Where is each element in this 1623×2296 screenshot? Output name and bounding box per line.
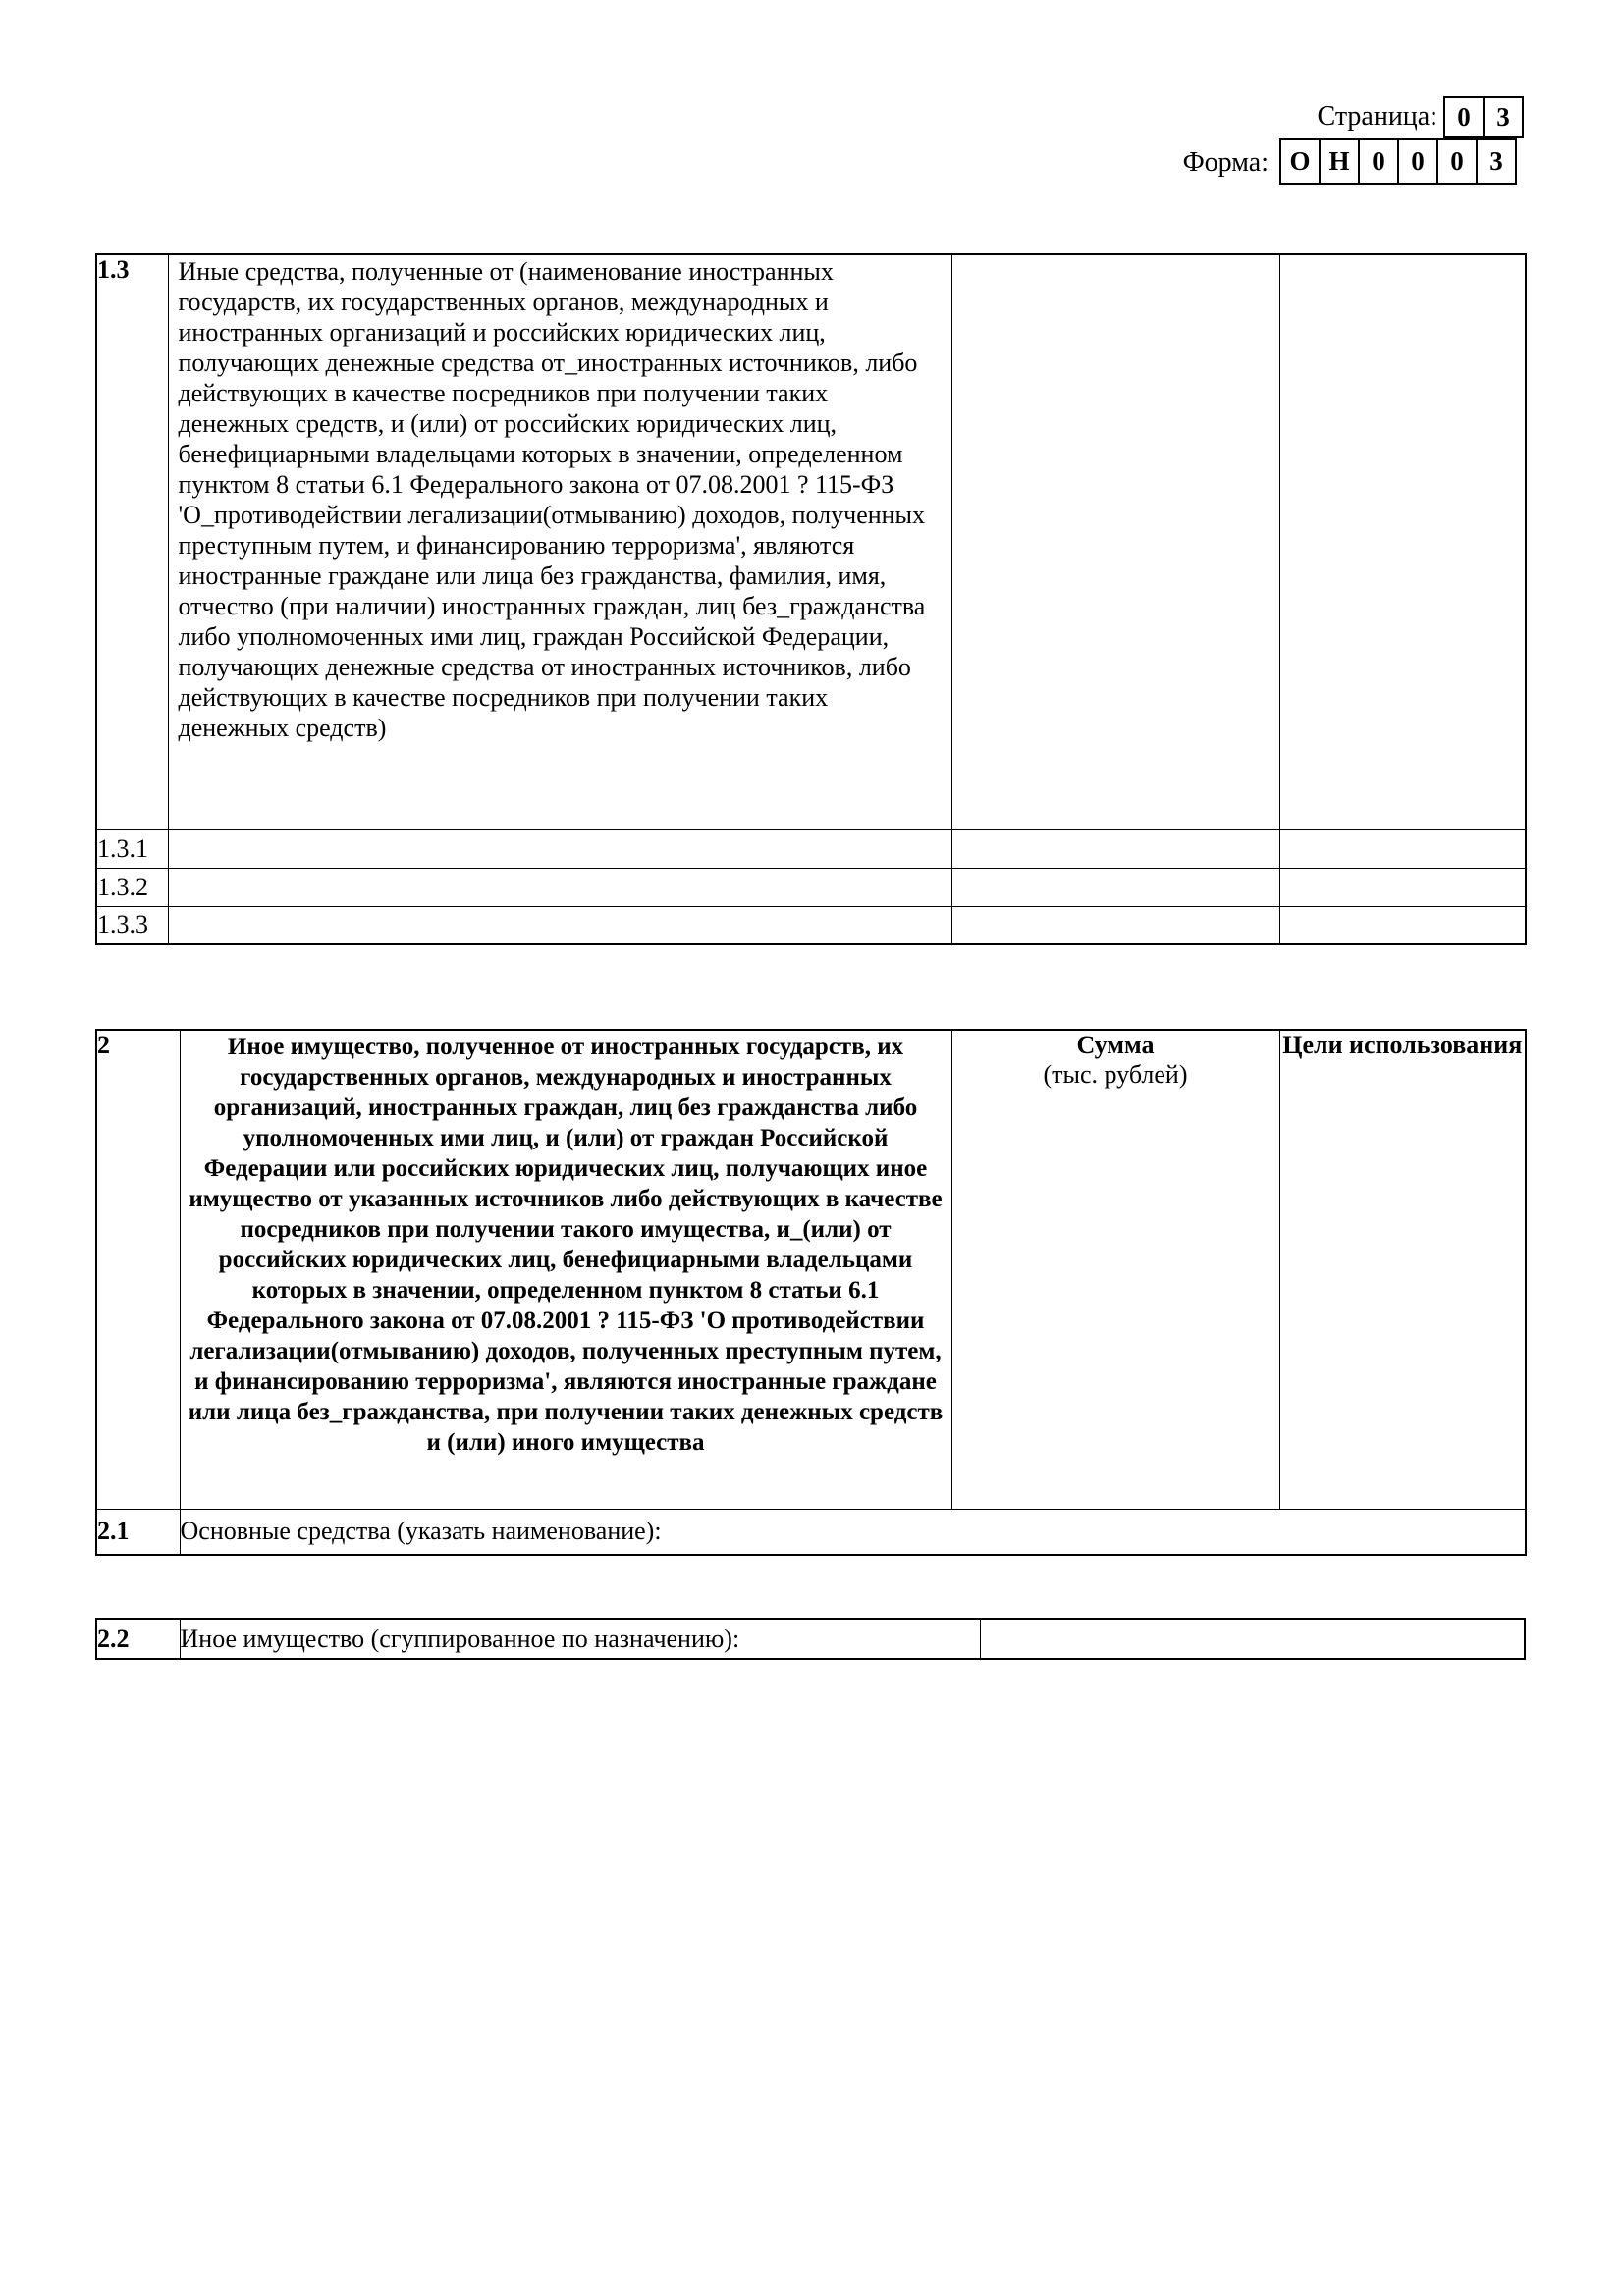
form-code-label: Форма: xyxy=(1182,147,1269,178)
form-code-cell: 0 xyxy=(1397,138,1438,185)
row-number: 1.3 xyxy=(96,254,168,829)
name-value-cell xyxy=(168,868,951,906)
purpose-value-cell xyxy=(1279,906,1526,944)
row-label: Иное имущество (сгуппированное по назначению): xyxy=(180,1619,980,1659)
purpose-value-cell xyxy=(1279,254,1526,829)
row-description-cell xyxy=(180,1030,951,1510)
sum-value-cell xyxy=(980,1619,1525,1659)
table-row-2-1 xyxy=(96,1510,1526,1555)
sum-header-title: Сумма xyxy=(1076,1031,1155,1059)
sum-header-subtitle: (тыс. рублей) xyxy=(1043,1060,1188,1089)
name-value-cell xyxy=(168,906,951,944)
sum-value-cell xyxy=(951,829,1279,868)
form-code-cell: О xyxy=(1279,138,1321,185)
purpose-value-cell xyxy=(1279,868,1526,906)
sum-column-header xyxy=(951,1030,1279,1510)
row-number: 1.3.3 xyxy=(96,906,168,944)
page-digit-cell: 0 xyxy=(1443,96,1485,138)
row-number: 2 xyxy=(96,1030,180,1510)
row-label: Основные средства (указать наименование): xyxy=(180,1510,1526,1555)
table-row-2-2 xyxy=(96,1619,1525,1659)
form-code-cell: 0 xyxy=(1358,138,1399,185)
page-number-label: Страница: xyxy=(1317,101,1437,132)
foreign-funds-table xyxy=(95,253,1527,945)
sum-value-cell xyxy=(951,868,1279,906)
row-number: 2.1 xyxy=(96,1510,180,1555)
row-number: 1.3.1 xyxy=(96,829,168,868)
form-code-boxes xyxy=(1279,138,1517,185)
purpose-value-cell xyxy=(1279,829,1526,868)
page-digit-cell: 3 xyxy=(1483,96,1524,138)
row-description-cell xyxy=(168,254,951,829)
row-description: Иные средства, полученные от (наименование иностранных государств, их государственных органов, международных и иностранных организаций и российских юридических лиц, получающих денежные средства от_иностранных источников, либо действующих в качестве посредников при получении таких денежных средств, и (или) от российских юридических лиц, бенефициарными владельцами которых в значении, определенном пунктом 8 статьи 6.1 Федерального закона от 07.08.2001 ? 115-ФЗ 'О_противодействии легализации(отмыванию) доходов, полученных преступным путем, и финансированию терроризма', являются иностранные граждане или лица без гражданства, фамилия, имя, отчество (при наличии) иностранных граждан, лиц без_гражданства либо уполномоченных ими лиц, граждан Российской Федерации, получающих денежные средства от иностранных источников, либо действующих в качестве посредников при получении таких денежных средств) xyxy=(178,257,926,742)
sum-value-cell xyxy=(951,906,1279,944)
sum-value-cell xyxy=(951,254,1279,829)
form-code-cell: Н xyxy=(1319,138,1360,185)
table-row-1-3 xyxy=(96,254,1526,829)
page-number-boxes xyxy=(1443,96,1524,138)
name-value-cell xyxy=(168,829,951,868)
row-description: Иное имущество, полученное от иностранных государств, их государственных органов, международных и иностранных организаций, иностранных граждан, лиц без гражданства либо уполномоченных ими лиц, и (или) от граждан Российской Федерации или российских юридических лиц, получающих иное имущество от указанных источников либо действующих в качестве посредников при получении такого имущества, и_(или) от российских юридических лиц, бенефициарными владельцами которых в значении, определенном пунктом 8 статьи 6.1 Федерального закона от 07.08.2001 ? 115-ФЗ 'О противодействии легализации(отмыванию) доходов, полученных преступным путем, и финансированию терроризма', являются иностранные граждане или лица без_гражданства, при получении таких денежных средств и (или) иного имущества xyxy=(188,1034,944,1456)
form-code-cell: 0 xyxy=(1436,138,1478,185)
row-number: 2.2 xyxy=(96,1619,180,1659)
table-row-2-header xyxy=(96,1030,1526,1510)
table-row-1-3-2 xyxy=(96,868,1526,906)
purpose-column-header: Цели использования xyxy=(1279,1030,1526,1510)
other-property-table xyxy=(95,1029,1527,1556)
grouped-property-table xyxy=(95,1618,1526,1660)
form-code-cell: 3 xyxy=(1476,138,1517,185)
table-row-1-3-1 xyxy=(96,829,1526,868)
table-row-1-3-3 xyxy=(96,906,1526,944)
row-number: 1.3.2 xyxy=(96,868,168,906)
